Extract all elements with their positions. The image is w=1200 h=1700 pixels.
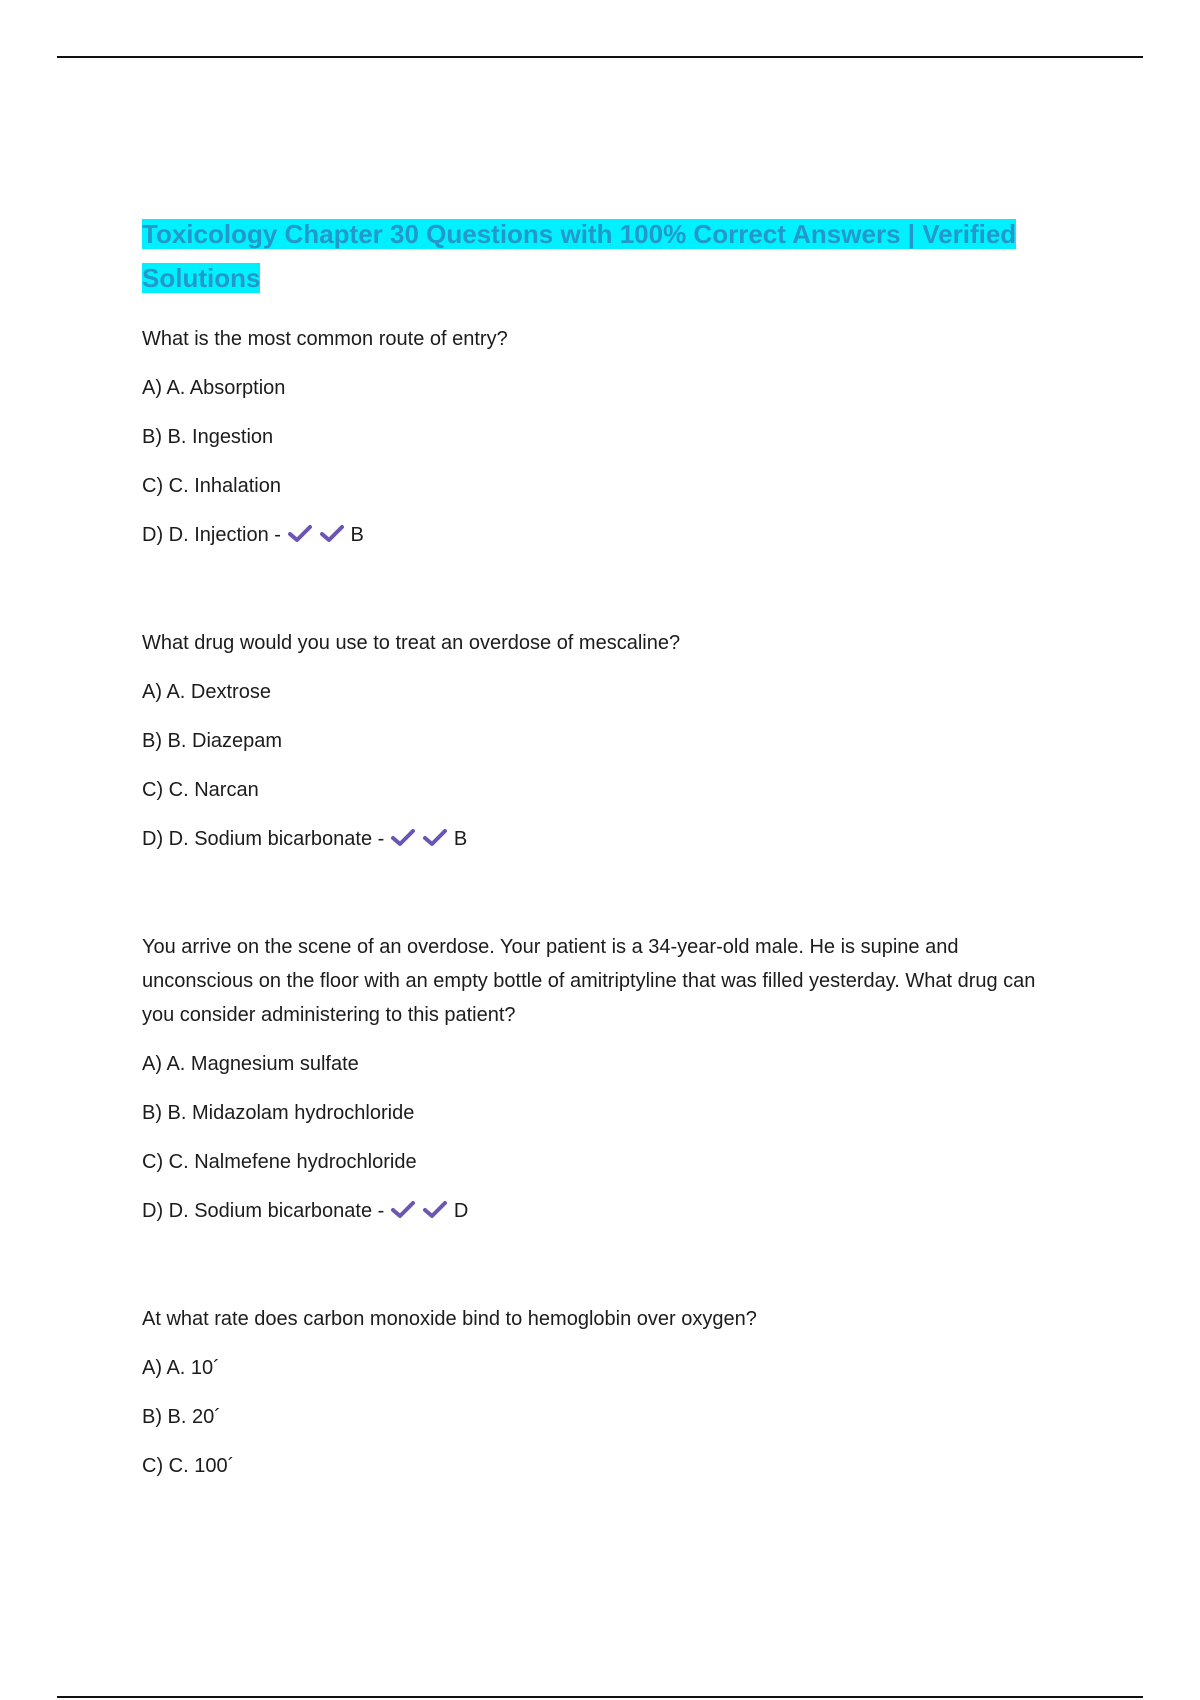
correct-answer: D <box>453 1200 469 1222</box>
checkmark-icon <box>390 1200 416 1220</box>
answer-option: C) C. Narcan <box>142 779 259 801</box>
answer-option: C) C. 100´ <box>142 1455 235 1477</box>
answer-option-with-key <box>142 1194 1062 1228</box>
correct-answer: B <box>350 524 364 546</box>
question-text: What drug would you use to treat an overdose of mescaline? <box>142 632 681 654</box>
checkmark-icon <box>390 828 416 848</box>
checkmark-icon <box>319 524 345 544</box>
question-text: At what rate does carbon monoxide bind to hemoglobin over oxygen? <box>142 1308 757 1330</box>
footer-rule <box>57 1696 1143 1698</box>
answer-option-text: D) D. Sodium bicarbonate - <box>142 828 385 850</box>
checkmark-icon <box>422 828 448 848</box>
correct-answer: B <box>453 828 468 850</box>
header-rule <box>57 56 1143 58</box>
answer-option: A) A. Dextrose <box>142 681 271 703</box>
answer-option: C) C. Nalmefene hydrochloride <box>142 1151 417 1173</box>
answer-option: B) B. Ingestion <box>142 426 274 448</box>
answer-option-text: D) D. Sodium bicarbonate - <box>142 1200 385 1222</box>
answer-option: B) B. Diazepam <box>142 730 283 752</box>
answer-option: A) A. Magnesium sulfate <box>142 1053 359 1075</box>
checkmark-icon <box>422 1200 448 1220</box>
question <box>142 1302 1062 1483</box>
answer-option-with-key <box>142 518 1062 552</box>
checkmark-icon <box>287 524 313 544</box>
question <box>142 930 1062 1228</box>
answer-option-with-key <box>142 822 1062 856</box>
question-text: You arrive on the scene of an overdose. Your patient is a 34-year-old male. He is supine and unconscious on the floor with an empty bottle of amitriptyline that was filled yesterday. What drug can you consider administering to this patient? <box>142 936 1036 1026</box>
answer-option: A) A. 10´ <box>142 1357 220 1379</box>
answer-option: B) B. 20´ <box>142 1406 221 1428</box>
answer-option: B) B. Midazolam hydrochloride <box>142 1102 415 1124</box>
document-title <box>142 212 1062 300</box>
question <box>142 322 1062 552</box>
question <box>142 626 1062 856</box>
title-text: Toxicology Chapter 30 Questions with 100% Correct Answers | Verified Solutions <box>142 219 1017 293</box>
answer-option-text: D) D. Injection - <box>142 524 281 546</box>
answer-option: A) A. Absorption <box>142 377 286 399</box>
question-text: What is the most common route of entry? <box>142 328 508 350</box>
answer-option: C) C. Inhalation <box>142 475 281 497</box>
document-body <box>142 212 1062 1557</box>
